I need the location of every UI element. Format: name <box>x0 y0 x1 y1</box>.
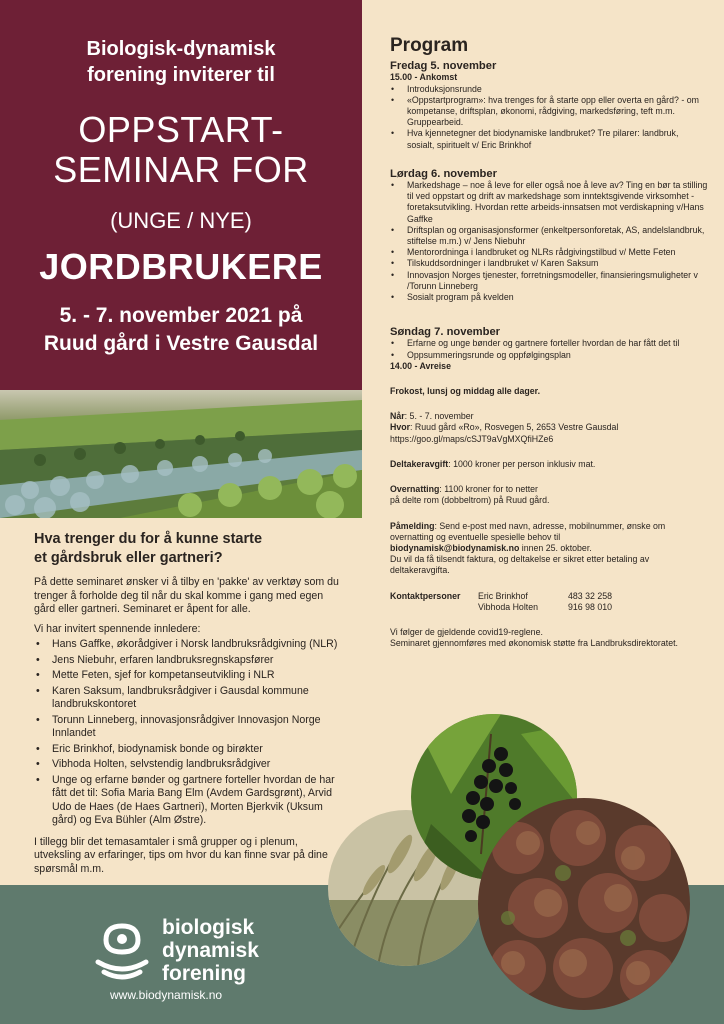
program-item: • Introduksjonsrunde <box>390 84 708 95</box>
friday-list <box>390 84 708 151</box>
website-link[interactable]: www.biodynamisk.no <box>110 988 223 1002</box>
logo-line: biologisk <box>162 916 255 939</box>
stay-label: Overnatting <box>390 484 440 495</box>
stay-detail: på delte rom (dobbeltrom) på Ruud gård. <box>390 495 550 506</box>
hero-date <box>0 302 362 358</box>
seminar-description <box>34 530 344 882</box>
program-title: Program <box>390 35 469 56</box>
program-item: • Oppsummeringsrunde og oppfølgingsplan <box>390 350 708 361</box>
day-heading: Fredag 5. november <box>390 60 497 73</box>
sunday-list <box>390 338 708 360</box>
speaker-item: • Torunn Linneberg, innovasjonsrådgiver Innovasjon Norge Innlandet <box>34 714 344 741</box>
where-value: : Ruud gård «Ro», Rosvegen 5, 2653 Vestre Gausdal <box>410 422 619 433</box>
program-section <box>390 35 708 649</box>
program-item: • Sosialt program på kvelden <box>390 292 708 303</box>
logo-line: dynamisk <box>162 939 259 962</box>
covid-note: Vi følger de gjeldende covid19-reglene. <box>390 626 543 637</box>
description-heading <box>34 530 344 568</box>
contacts-label: Kontaktpersoner <box>390 590 461 601</box>
biodynamic-logo-icon <box>94 918 150 985</box>
program-item: • Driftsplan og organisasjonsformer (enkeltpersonforetak, AS, andelslandbruk, stiftelse m.m.) v/ Jens Niebuhr <box>390 225 708 247</box>
date-line: 5. - 7. november 2021 på <box>59 304 303 327</box>
title-line: SEMINAR FOR <box>53 149 309 190</box>
speaker-item: • Jens Niebuhr, erfaren landbruksregnskapsfører <box>34 654 344 668</box>
stay-value: : 1100 kroner for to netter <box>439 484 538 495</box>
logo-wordmark <box>162 916 259 985</box>
logo-line: forening <box>162 962 246 985</box>
signup-text: : Send e-post med navn, adresse, mobilnummer, ønske om overnatting og eventuelle spesielle behov til <box>390 520 666 542</box>
speaker-list <box>34 638 344 828</box>
vegetable-field-photo <box>0 390 362 518</box>
when-label: Når <box>390 411 405 422</box>
closing-paragraph: I tillegg blir det temasamtaler i små grupper og i plenum, utveksling av erfaringer, tips om hvor du kan finne svar på dine spørsmål m.m. <box>34 835 328 875</box>
heading-line: et gårdsbruk eller gartneri? <box>34 550 223 566</box>
contact-persons <box>390 591 708 613</box>
signup-label: Påmelding <box>390 520 435 531</box>
speaker-item: • Vibhoda Holten, selvstendig landbruksrådgiver <box>34 758 344 772</box>
speakers-intro: Vi har invitert spennende innledere: <box>34 622 201 635</box>
support-note: Seminaret gjennomføres med økonomisk støtte fra Landbruksdirektoratet. <box>390 638 678 649</box>
signup-email[interactable]: biodynamisk@biodynamisk.no <box>390 542 520 553</box>
contact-phone: 483 32 258 <box>568 590 613 601</box>
intro-line: Biologisk-dynamisk <box>86 38 276 60</box>
program-item: • Markedshage – noe å leve for eller også noe å leve av? Ting en bør ta stilling til ved oppstart og drift av markedshage som inntektsgivende virksomhet - foretaksutvikling. Hvordan rette arbeids-innsatsen mot verdiskapning v/Hans Gaffke <box>390 180 708 225</box>
speaker-item: • Unge og erfarne bønder og gartnere forteller hvordan de har fått det til: Sofia Maria Bang Elm (Avdem Gardsgrønt), Arvid Udo de Haes (de Haes Gartneri), Morten Bjerkvik (Uksum gård) og Eva Bühler (Alm Østre). <box>34 774 344 828</box>
speaker-item: • Karen Saksum, landbruksrådgiver i Gausdal kommune landbrukskontoret <box>34 685 344 712</box>
program-item: • Hva kjennetegner det biodynamiske landbruket? Tre pilarer: landbruk, sosialt, spirituelt v/ Eric Brinkhof <box>390 128 708 150</box>
intro-line: forening inviterer til <box>87 64 275 86</box>
meals-note: Frokost, lunsj og middag alle dager. <box>390 386 541 397</box>
time-slot: 14.00 - Avreise <box>390 360 451 371</box>
contact-name: Eric Brinkhof <box>478 590 528 601</box>
contact-name: Vibhoda Holten <box>478 601 538 612</box>
program-item: • Erfarne og unge bønder og gartnere forteller hvordan de har fått det til <box>390 338 708 349</box>
speaker-item: • Hans Gaffke, økorådgiver i Norsk landbruksrådgivning (NLR) <box>34 638 344 652</box>
title-main: JORDBRUKERE <box>39 246 323 287</box>
signup-deadline: innen 25. oktober. <box>519 542 592 553</box>
fee-label: Deltakeravgift <box>390 458 449 469</box>
title-subline: (UNGE / NYE) <box>110 208 252 233</box>
lettuce-photo <box>478 798 690 1010</box>
map-link[interactable]: https://goo.gl/maps/cSJT9aVgMXQfiHZe6 <box>390 433 554 444</box>
fee-value: : 1000 kroner per person inklusiv mat. <box>448 458 596 469</box>
contact-phone: 916 98 010 <box>568 601 613 612</box>
saturday-list <box>390 180 708 303</box>
heading-line: Hva trenger du for å kunne starte <box>34 531 263 547</box>
signup-more: Du vil da få tilsendt faktura, og deltakelse er sikret etter betaling av deltakeravgifta. <box>390 554 650 576</box>
location-line: Ruud gård i Vestre Gausdal <box>43 332 319 355</box>
program-item: • Tilskuddsordninger i landbruket v/ Karen Saksum <box>390 258 708 269</box>
hero-title <box>0 110 362 190</box>
when-value: : 5. - 7. november <box>404 411 474 422</box>
program-item: • «Oppstartprogram»: hva trenges for å starte opp eller overta en gård? - om kompetanse, driftsplan, økonomi, rådgiving, markedsføring, teft m.m. Gruppearbeid. <box>390 95 708 129</box>
day-heading: Lørdag 6. november <box>390 167 497 180</box>
program-item: • Mentorordninga i landbruket og NLRs rådgivingstilbud v/ Mette Feten <box>390 247 708 258</box>
hero-intro <box>0 36 362 88</box>
intro-paragraph: På dette seminaret ønsker vi å tilby en 'pakke' av verktøy som du trenger å forholde deg til når du skal komme i gang med egen gård eller gartneri. Seminaret er åpent for alle. <box>34 576 339 615</box>
where-label: Hvor <box>390 422 411 433</box>
day-heading: Søndag 7. november <box>390 326 501 339</box>
speaker-item: • Eric Brinkhof, biodynamisk bonde og birøkter <box>34 743 344 757</box>
hero-banner <box>0 0 362 390</box>
time-slot: 15.00 - Ankomst <box>390 72 458 83</box>
title-line: OPPSTART- <box>78 109 284 150</box>
speaker-item: • Mette Feten, sjef for kompetanseutvikling i NLR <box>34 669 344 683</box>
program-item: • Innovasjon Norges tjenester, forretningsmodeller, finansieringsmuligheter v /Torunn Linneberg <box>390 270 708 292</box>
